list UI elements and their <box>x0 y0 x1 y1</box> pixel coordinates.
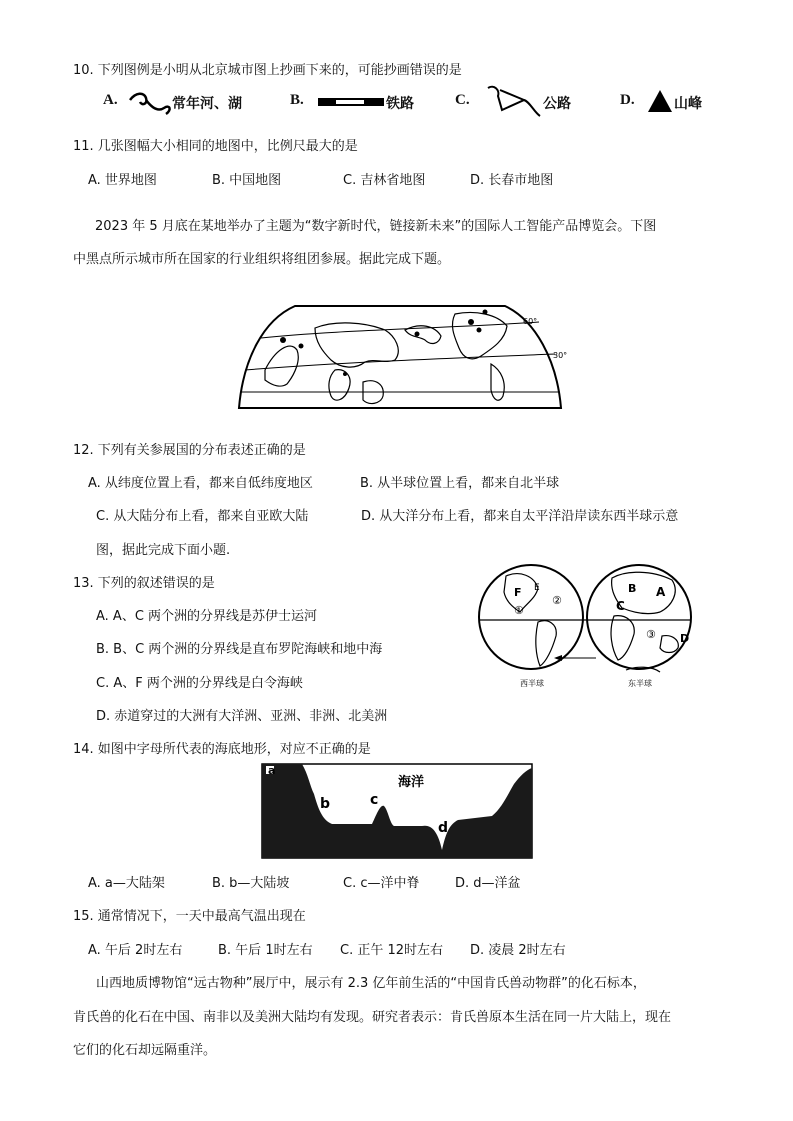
q14-option-a: A. a—大陆架 <box>88 876 165 891</box>
label-three: ③ <box>646 628 656 641</box>
q14-option-b: B. b—大陆坡 <box>212 876 290 891</box>
label-A: A <box>656 585 666 599</box>
city-dot <box>483 310 488 315</box>
q11-option-a: A. 世界地图 <box>88 173 157 188</box>
q10-stem: 10. 下列图例是小明从北京城市图上抄画下来的，可能抄画错误的是 <box>73 63 462 78</box>
q10-option-c-label: 公路 <box>543 96 571 112</box>
q10-option-a-letter: A. <box>103 92 118 108</box>
q14-stem: 14. 如图中字母所代表的海底地形，对应不正确的是 <box>73 742 371 757</box>
latitude-60-label: 60° <box>523 317 538 326</box>
q13-option-b: B. B、C 两个洲的分界线是直布罗陀海峡和地中海 <box>96 642 383 657</box>
city-dot <box>415 332 420 337</box>
label-D: D <box>680 632 690 645</box>
eastern-hemisphere <box>587 565 691 669</box>
label-B: B <box>628 582 637 595</box>
q11-option-c: C. 吉林省地图 <box>343 173 426 188</box>
q11-option-d: D. 长春市地图 <box>470 173 554 188</box>
label-C: C <box>616 599 625 613</box>
passage1-line1: 2023 年 5 月底在某地举办了主题为“数字新时代，链接新未来”的国际人工智能产品博览会。下图 <box>95 219 657 234</box>
q12-option-a: A. 从纬度位置上看，都来自低纬度地区 <box>88 476 313 491</box>
peak-symbol <box>648 90 672 112</box>
city-dot <box>477 328 482 333</box>
q10-option-d-label: 山峰 <box>674 96 702 112</box>
latitude-30-label: 30° <box>553 351 568 360</box>
city-dot <box>299 344 304 349</box>
q10-option-d-letter: D. <box>620 92 635 108</box>
q15-option-c: C. 正午 12时左右 <box>340 943 444 958</box>
q12-tail: 图，据此完成下面小题. <box>96 543 231 558</box>
seafloor-profile <box>262 764 532 858</box>
passage2-line1: 山西地质博物馆“远古物种”展厅中，展示有 2.3 亿年前生活的“中国肯氏兽动物群”的化石标本， <box>96 976 646 991</box>
q12-option-c: C. 从大陆分布上看，都来自亚欧大陆 <box>96 509 309 524</box>
q12-option-d: D. 从大洋分布上看，都来自太平洋沿岸读东西半球示意 <box>361 509 679 524</box>
ocean-label: 海洋 <box>398 775 425 790</box>
world-map <box>235 300 568 412</box>
q15-option-a: A. 午后 2时左右 <box>88 943 183 958</box>
q10-option-b-label: 铁路 <box>386 96 414 112</box>
q13-stem: 13. 下列的叙述错误的是 <box>73 576 215 591</box>
q14-option-c: C. c—洋中脊 <box>343 876 420 891</box>
q10-option-a-label: 常年河、湖 <box>172 96 242 112</box>
q11-option-b: B. 中国地图 <box>212 173 282 188</box>
letter-d: d <box>438 820 449 836</box>
label-two: ② <box>552 594 562 607</box>
label-F: F <box>514 586 522 599</box>
city-dot <box>468 319 474 325</box>
label-E: E <box>534 583 540 593</box>
railway-symbol <box>318 97 384 107</box>
hemispheres-map <box>476 562 696 690</box>
city-dot <box>280 337 286 343</box>
passage1-line2: 中黑点所示城市所在国家的行业组织将组团参展。据此完成下题。 <box>73 252 451 267</box>
passage2-line2: 肯氏兽的化石在中国、南非以及美洲大陆均有发现。研究者表示：肯氏兽原本生活在同一片大陆上，现在 <box>73 1010 672 1025</box>
west-caption: 西半球 <box>520 679 544 688</box>
q13-option-c: C. A、F 两个洲的分界线是白令海峡 <box>96 676 303 691</box>
western-hemisphere <box>479 565 583 669</box>
q15-stem: 15. 通常情况下，一天中最高气温出现在 <box>73 909 306 924</box>
q10-option-c-letter: C. <box>455 92 470 108</box>
q11-stem: 11. 几张图幅大小相同的地图中，比例尺最大的是 <box>73 139 358 154</box>
q15-option-b: B. 午后 1时左右 <box>218 943 313 958</box>
east-caption: 东半球 <box>628 679 652 688</box>
q15-option-d: D. 凌晨 2时左右 <box>470 943 566 958</box>
q12-option-b: B. 从半球位置上看，都来自北半球 <box>360 476 560 491</box>
label-one: ① <box>514 604 524 617</box>
letter-a: a <box>268 764 276 777</box>
q13-option-a: A. A、C 两个洲的分界线是苏伊士运河 <box>96 609 318 624</box>
river-lake-symbol <box>128 90 173 116</box>
q12-stem: 12. 下列有关参展国的分布表述正确的是 <box>73 443 306 458</box>
road-symbol <box>484 82 542 120</box>
letter-b: b <box>320 796 331 812</box>
city-dot <box>343 372 347 376</box>
q14-option-d: D. d—洋盆 <box>455 876 521 891</box>
letter-c: c <box>370 792 379 808</box>
q10-option-b-letter: B. <box>290 92 304 108</box>
q13-option-d: D. 赤道穿过的大洲有大洋洲、亚洲、非洲、北美洲 <box>96 709 388 724</box>
passage2-line3: 它们的化石却远隔重洋。 <box>73 1043 217 1058</box>
